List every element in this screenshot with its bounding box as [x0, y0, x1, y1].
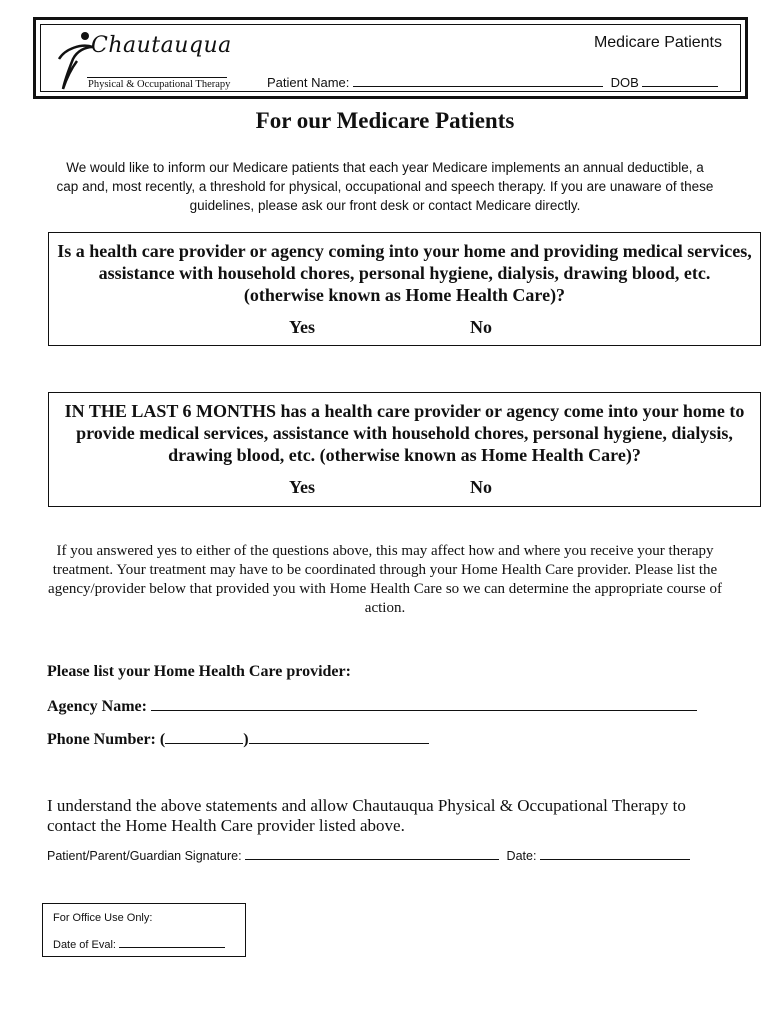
signature-date-label: Date: [506, 849, 537, 863]
question-2-yes-option[interactable]: Yes [289, 477, 315, 497]
signature-row [47, 849, 690, 863]
logo-tagline: Physical & Occupational Therapy [88, 79, 231, 90]
agency-name-field[interactable] [151, 698, 697, 711]
phone-number-row [47, 731, 429, 749]
patient-info-row [267, 75, 718, 90]
phone-area-code-field[interactable] [165, 731, 243, 744]
signature-label: Patient/Parent/Guardian Signature: [47, 849, 242, 863]
patient-name-label: Patient Name: [267, 75, 350, 90]
logo-name: Chautauqua [91, 33, 232, 58]
question-2-text: IN THE LAST 6 MONTHS has a health care provider or agency come into your home to provide medical services, assistance with household chores, personal hygiene, dialysis, drawing blood, etc. (otherwise known as Home Health Care)? [64, 401, 745, 465]
office-use-box [42, 903, 246, 957]
provider-heading: Please list your Home Health Care provider: [47, 663, 351, 680]
header-box [33, 17, 748, 99]
question-2-no-option[interactable]: No [470, 477, 492, 497]
question-2-box [48, 392, 761, 507]
chautauqua-logo [55, 29, 255, 91]
logo-divider [87, 77, 227, 78]
date-of-eval-label: Date of Eval: [53, 939, 116, 951]
phone-number-label: Phone Number: ( [47, 731, 166, 748]
agency-name-row [47, 698, 697, 716]
consent-statement: I understand the above statements and allow Chautauqua Physical & Occupational Therapy to contact the Home Health Care provider listed above. [47, 796, 686, 835]
header-title: Medicare Patients [593, 34, 722, 51]
header-inner-frame [40, 24, 741, 92]
page-title: For our Medicare Patients [255, 108, 515, 133]
patient-name-field[interactable] [353, 76, 603, 87]
question-1-no-option[interactable]: No [470, 317, 492, 337]
question-1-box [48, 232, 761, 346]
dob-field[interactable] [642, 76, 718, 87]
signature-field[interactable] [245, 849, 499, 860]
intro-paragraph: We would like to inform our Medicare patients that each year Medicare implements an annual deductible, a cap and, most recently, a threshold for physical, occupational and speech therapy. If you are unaware of these guidelines, please ask our front desk or contact Medicare directly. [56, 160, 714, 213]
phone-number-field[interactable] [249, 731, 429, 744]
question-1-text: Is a health care provider or agency coming into your home and providing medical services, assistance with household chores, personal hygiene, dialysis, drawing blood, etc. (otherwise known as Home Health Care)? [57, 241, 752, 305]
signature-date-field[interactable] [540, 849, 690, 860]
date-of-eval-row [53, 939, 225, 951]
date-of-eval-field[interactable] [119, 939, 225, 948]
question-2-options [49, 476, 760, 506]
dob-label: DOB [610, 75, 639, 90]
office-use-title: For Office Use Only: [53, 912, 153, 924]
follow-up-note: If you answered yes to either of the questions above, this may affect how and where you receive your therapy treatment. Your treatment may have to be coordinated through your Home Health Care provider. Please list the agency/provider below that provided you with Home Health Care so we can determine the appropriate course of action. [48, 543, 722, 616]
agency-name-label: Agency Name: [47, 698, 147, 715]
question-1-yes-option[interactable]: Yes [289, 317, 315, 337]
phone-paren-close: ) [243, 731, 249, 748]
question-1-options [49, 316, 760, 346]
